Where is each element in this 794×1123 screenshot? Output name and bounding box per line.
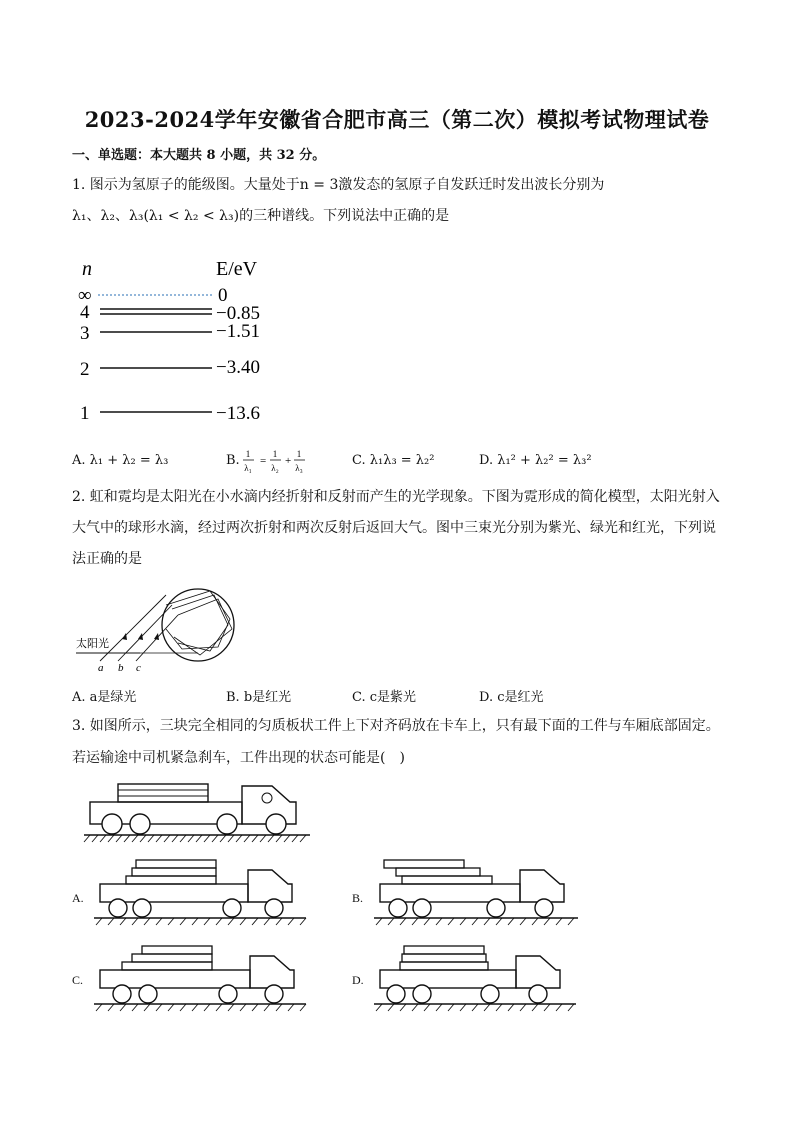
ray-b [118,605,172,661]
truck-main [82,780,312,845]
svg-text:+: + [284,455,291,467]
truck-option-c [92,942,312,1014]
level-n-2: 2 [80,359,90,380]
q3-option-c-label: C. [72,973,84,987]
q1-option-c: C. λ₁λ₃ = λ₂² [352,453,435,468]
q3-line-1: 3. 如图所示，三块完全相同的匀质板状工件上下对齐码放在卡车上，只有最下面的工件与车厢底部固定。 [72,718,720,734]
water-droplet-figure [70,585,245,675]
q3-option-d-label: D. [352,973,364,987]
svg-text:λ₂: λ₂ [270,463,279,473]
droplet-circle [162,589,234,661]
q1-option-b-formula [240,446,310,474]
n-header: n [82,258,92,280]
page-title: 2023-2024学年安徽省合肥市高三（第二次）模拟考试物理试卷 [84,107,710,132]
q3-line-2: 若运输途中司机紧急刹车，工件出现的状态可能是( ) [72,750,405,766]
q1-option-a: A. λ₁ + λ₂ = λ₃ [72,453,169,468]
level-e-3: −1.51 [216,321,260,342]
svg-text:1: 1 [272,449,277,459]
level-e-1: −13.6 [216,403,260,424]
q2-option-d: D. c是红光 [479,690,544,705]
level-n-4: 4 [80,302,90,323]
level-e-2: −3.40 [216,357,260,378]
q1-line-1: 1. 图示为氢原子的能级图。大量处于n = 3激发态的氢原子自发跃迁时发出波长分别为 [72,177,605,193]
q1-option-b [226,446,310,474]
q1-option-b-label: B. [226,452,240,468]
svg-text:λ₃: λ₃ [294,463,303,473]
energy-level-diagram [70,255,290,430]
level-n-inf: ∞ [78,285,92,306]
ray-a-label: a [98,662,104,674]
truck-option-d [372,942,592,1014]
level-e-4: −0.85 [216,303,260,324]
ray-c-label: c [136,662,141,674]
q2-line-1: 2. 虹和霓均是太阳光在小水滴内经折射和反射而产生的光学现象。下图为霓形成的简化模型，太阳光射入 [72,489,720,505]
e-header: E/eV [216,258,258,280]
q2-option-c: C. c是紫光 [352,690,417,705]
level-n-3: 3 [80,323,90,344]
q1-line-2: λ₁、λ₂、λ₃(λ₁ < λ₂ < λ₃)的三种谱线。下列说法中正确的是 [72,208,450,224]
q3-option-b-label: B. [352,891,364,905]
ray-b-label: b [118,662,124,674]
q2-option-b: B. b是红光 [226,690,292,705]
svg-text:1: 1 [296,449,301,459]
ray-a [100,595,166,661]
q2-option-a: A. a是绿光 [72,690,137,705]
truck-option-a [92,856,312,928]
level-e-inf: 0 [218,285,228,306]
svg-text:λ₁: λ₁ [243,463,252,473]
q2-line-3: 法正确的是 [72,551,142,567]
svg-text:1: 1 [245,449,250,459]
truck-option-b [372,856,592,928]
q1-option-d: D. λ₁² + λ₂² = λ₃² [479,453,592,468]
svg-text:=: = [259,455,266,467]
q3-option-a-label: A. [72,891,84,905]
sun-label: 太阳光 [76,638,109,650]
q2-line-2: 大气中的球形水滴，经过两次折射和两次反射后返回大气。图中三束光分别为紫光、绿光和红光，下列说 [72,520,716,536]
section-heading: 一、单选题：本大题共 8 小题，共 32 分。 [72,148,326,163]
level-n-1: 1 [80,403,90,424]
